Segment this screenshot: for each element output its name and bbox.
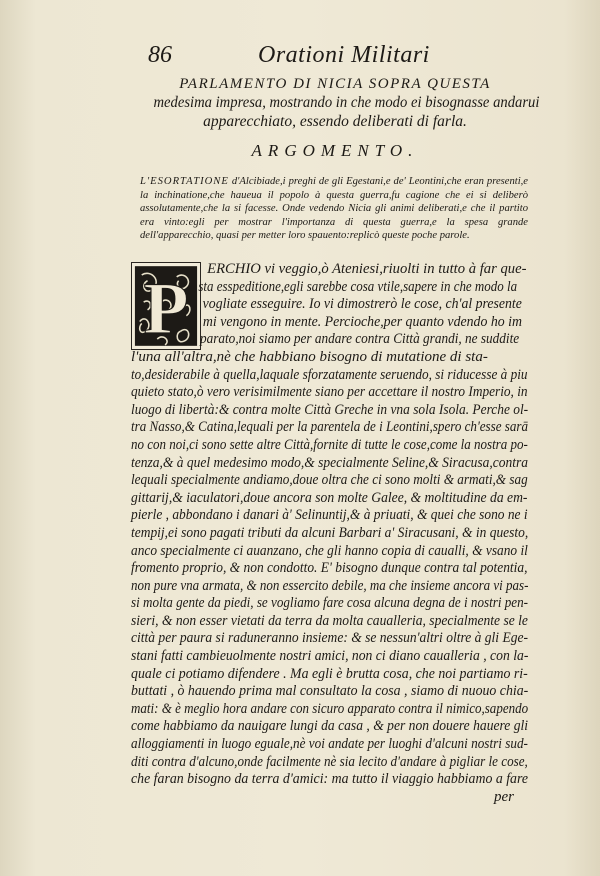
text-line: ERCHIO vi veggio,ò Ateniesi,riuolti in tutto à far que-	[207, 261, 527, 277]
running-title: Orationi Militari	[258, 42, 430, 68]
text-line: lequali specialmente andiamo,doue oltra che ci sono molti & armati,& sag	[131, 472, 528, 489]
text-line: stani fatti cambieuolmente nostri amici, non ci diano caualleria , con la-	[131, 648, 529, 665]
text-line: come habbiamo da nauigare lungi da casa , & per non douere hauere gli	[131, 718, 529, 735]
page-header	[148, 42, 528, 72]
text-line: fromento proprio, & non condotto. E' bisogno dunque contra tal potentia,	[131, 560, 528, 577]
text-line: quieto stato,ò vero verisimilmente siano per accettare il nostro Imperio, in	[131, 384, 528, 401]
text-line: si molta gente da piedi, se vogliamo fare cosa alcuna degna de i nostri pen-	[131, 595, 529, 612]
text-line: non pure vna armata, & non essercito debile, ma che insieme ancora vi pas-	[131, 577, 529, 594]
argomento-body: d'Alcibiade,i preghi de gli Egestani,e de' Leontini,che eran presenti,e la inchinatione,che haueua il popolo à questa guerra,fu cagione che ei si deliberò assolutamente,che la si facesse. Onde vedendo Nicia gli animi deliberati,e che il partito era vinto:egli per mostrar l'importanza di questa guerra,e la spesa grande dell'apparecchio, quasi per metter loro spauento:replicò queste poche parole.	[140, 176, 528, 242]
text-line: luogo di libertà:& contra molte Città Greche in vna sola Isola. Perche ol-	[131, 401, 529, 418]
title-line-1: PARLAMENTO DI NICIA SOPRA QUESTA	[179, 76, 491, 92]
text-line: diti contra d'alcuno,onde facilmente nè sia lecito d'andare à pigliar le cose,	[131, 753, 528, 770]
title-line-3: apparecchiato, essendo deliberati di farla.	[203, 113, 467, 130]
text-line: sta esspeditione,egli sarebbe cosa vtile,sapere in che modo la	[198, 278, 518, 295]
text-line: no con noi,ci sono sette altre Città,fornite di tutte le cose,come la nostra po-	[131, 436, 528, 453]
title-line-2: medesima impresa, mostrando in che modo ei bisognasse andarui	[153, 94, 540, 111]
text-line: città per paura si raduneranno insieme: & se nessun'altri oltre à gli Ege-	[131, 630, 528, 647]
argomento-heading: ARGOMENTO.	[251, 141, 419, 160]
text-line: vogliate esseguire. Io vi dimostrerò le cose, ch'al presente	[202, 296, 522, 313]
text-line: parato,noi siamo per andare contra Città grandi, ne suddite	[199, 331, 520, 348]
text-line: mati: & è meglio hora andare con sicuro apparato contra il nimico,sapendo	[131, 700, 529, 717]
dropcap-letter: P	[143, 267, 189, 349]
text-line: buttati , ò hauendo prima mal consultato la cosa , siamo di nuouo chia-	[131, 683, 529, 700]
text-line: sieri, & non esser vietati da terra da molta caualleria, specialmente se le	[131, 612, 528, 629]
argomento-lead-word: L'ESORTATIONE	[140, 176, 229, 187]
text-line: gittarij,& iaculatori,doue ancora son molte Galee, & moltitudine da em-	[131, 489, 528, 506]
text-line: tenza,& à quel medesimo modo,& specialmente Seline,& Siracusa,contra	[131, 454, 529, 471]
text-line: tempij,ei sono pagati tributi da alcuni Barbari a' Siracusani, & in questo,	[131, 524, 529, 541]
chapter-title	[142, 76, 540, 131]
text-line: to,desiderabile à quella,laquale sforzatamente seruendo, si riducesse à piu	[131, 366, 528, 383]
text-line: quale ci potiamo difendere . Ma egli è brutta cosa, che noi partiamo ri-	[131, 665, 528, 682]
text-line: l'una all'altra,nè che habbiano bisogno di mutatione di sta-	[131, 348, 488, 365]
text-line: alloggiamenti in luogo eguale,nè voi andate per luoghi d'alcuni nostri sud-	[131, 736, 528, 753]
text-line: tra Nasso,& Catina,lequali per la parentela de i Leontini,spero ch'esse sarā	[131, 419, 529, 436]
text-line: anco specialmente ci auanzano, che gli hanno copia di caualli, & vsano il	[131, 542, 528, 559]
text-line: che faran bisogno da terra d'amici: ma tutto il viaggio habbiamo a fare	[131, 771, 529, 788]
text-line: mi vengono in mente. Percioche,per quanto vdendo ho im	[202, 313, 522, 330]
page-number: 86	[148, 42, 172, 68]
catchword: per	[494, 789, 514, 805]
text-line: pierle , abbondano i danari à' Selinuntij,& à priuati, & quei che sono ne i	[131, 507, 528, 524]
argomento-paragraph	[140, 175, 528, 243]
oration-text	[131, 261, 528, 789]
